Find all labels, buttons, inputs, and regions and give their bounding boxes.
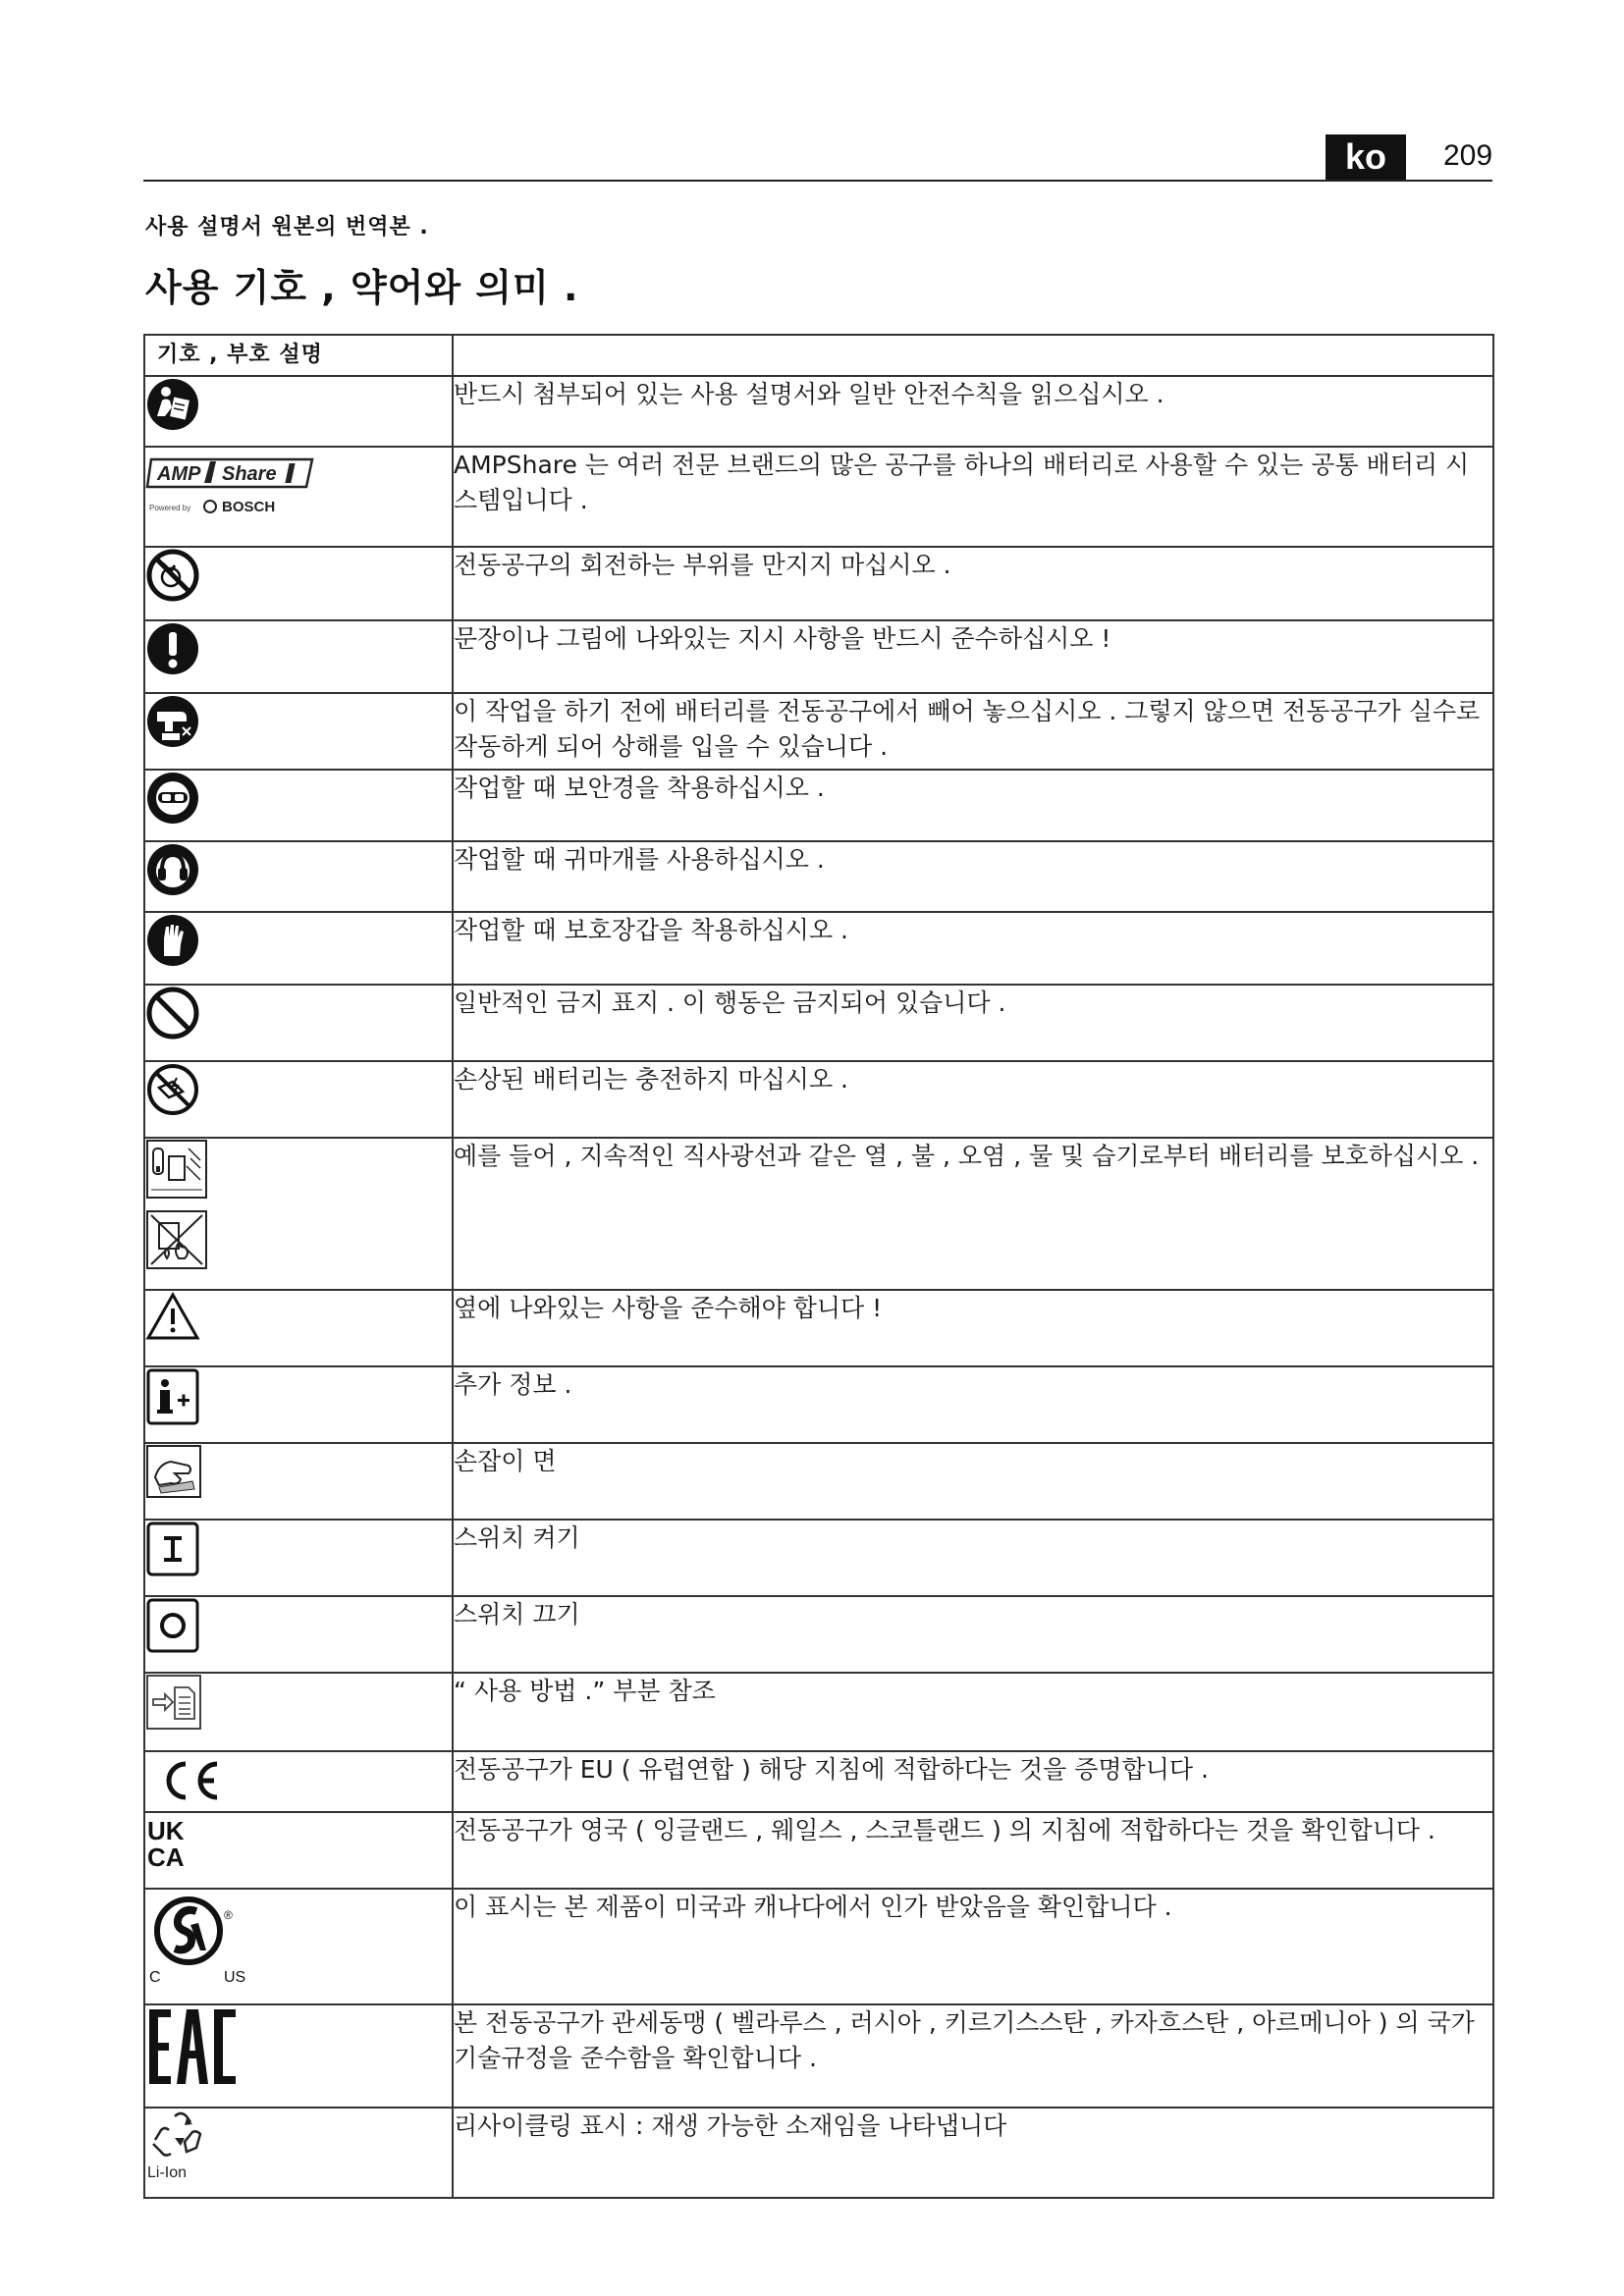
csa-right-label: US	[224, 1969, 246, 1986]
ampshare-logo	[145, 448, 322, 526]
description-cell: 전동공구가 EU ( 유럽연합 ) 해당 지침에 적합하다는 것을 증명합니다 .	[453, 1751, 1493, 1812]
symbol-cell	[144, 693, 453, 770]
description-cell: 예를 들어 , 지속적인 직사광선과 같은 열 , 불 , 오염 , 물 및 습기로부터 배터리를 보호하십시오 .	[453, 1138, 1493, 1290]
table-row	[144, 1443, 1493, 1520]
table-row	[144, 770, 1493, 841]
table-row	[144, 985, 1493, 1061]
description-cell: 전동공구가 영국 ( 잉글랜드 , 웨일스 , 스코틀랜드 ) 의 지침에 적합하다는 것을 확인합니다 .	[453, 1812, 1493, 1889]
ampshare-brand-text: BOSCH	[222, 499, 276, 515]
table-header-row	[144, 335, 1493, 376]
symbol-cell	[144, 447, 453, 547]
symbol-cell	[144, 1889, 453, 2004]
symbol-cell	[144, 1520, 453, 1596]
ukca-line2: CA	[147, 1842, 185, 1872]
ce-mark-icon	[155, 1758, 224, 1803]
refer-to-section-icon	[145, 1674, 202, 1731]
symbol-cell	[144, 1596, 453, 1673]
page-number: 209	[1443, 139, 1493, 172]
document-title: 사용 기호 , 약어와 의미 .	[145, 266, 579, 309]
recycling-li-ion-icon	[145, 2109, 214, 2183]
remove-battery-icon	[145, 694, 200, 749]
table-row	[144, 2004, 1493, 2108]
info-plus-icon	[145, 1367, 200, 1426]
symbol-cell	[144, 1812, 453, 1889]
description-cell: 작업할 때 보안경을 착용하십시오 .	[453, 770, 1493, 841]
csa-mark-icon	[145, 1890, 263, 1988]
table-row	[144, 1673, 1493, 1751]
header-rule	[143, 180, 1492, 182]
symbol-cell	[144, 1366, 453, 1443]
li-ion-label: Li-Ion	[147, 2164, 188, 2181]
table-row	[144, 1520, 1493, 1596]
description-cell: 작업할 때 귀마개를 사용하십시오 .	[453, 841, 1493, 912]
table-row	[144, 841, 1493, 912]
ukca-line1: UK	[147, 1816, 185, 1845]
safety-goggles-icon	[145, 771, 200, 826]
table-row	[144, 376, 1493, 447]
description-cell: 추가 정보 .	[453, 1366, 1493, 1443]
eac-mark-icon	[145, 2005, 240, 2088]
table-row	[144, 1812, 1493, 1889]
language-badge: ko	[1326, 134, 1406, 180]
description-cell: 이 표시는 본 제품이 미국과 캐나다에서 인가 받았음을 확인합니다 .	[453, 1889, 1493, 2004]
ampshare-powered-text: Powered by	[149, 504, 191, 512]
read-manual-icon	[145, 377, 200, 432]
symbol-cell	[144, 1673, 453, 1751]
table-row	[144, 1138, 1493, 1290]
description-cell: 문장이나 그림에 나와있는 지시 사항을 반드시 준수하십시오 !	[453, 620, 1493, 693]
ampshare-amp-text: AMP	[157, 463, 201, 485]
description-cell: 본 전동공구가 관세동맹 ( 벨라루스 , 러시아 , 키르기스스탄 , 카자흐스탄 , 아르메니아 ) 의 국가기술규정을 준수함을 확인합니다 .	[453, 2004, 1493, 2108]
table-row	[144, 1751, 1493, 1812]
table-row	[144, 547, 1493, 620]
no-touch-rotating-icon	[145, 548, 200, 603]
csa-registered: ®	[224, 1908, 233, 1922]
description-cell: 전동공구의 회전하는 부위를 만지지 마십시오 .	[453, 547, 1493, 620]
symbol-cell	[144, 1443, 453, 1520]
description-cell: “ 사용 방법 .” 부분 참조	[453, 1673, 1493, 1751]
ampshare-share-text: Share	[222, 463, 277, 485]
table-row	[144, 447, 1493, 547]
symbol-cell	[144, 547, 453, 620]
battery-heat-sun-icon	[145, 1139, 208, 1200]
symbol-cell	[144, 912, 453, 985]
symbol-cell	[144, 841, 453, 912]
description-cell: 스위치 끄기	[453, 1596, 1493, 1673]
table-row	[144, 1290, 1493, 1366]
table-row	[144, 1061, 1493, 1138]
description-cell: 일반적인 금지 표지 . 이 행동은 금지되어 있습니다 .	[453, 985, 1493, 1061]
mandatory-exclamation-icon	[145, 621, 200, 676]
description-cell: 옆에 나와있는 사항을 준수해야 합니다 !	[453, 1290, 1493, 1366]
switch-off-icon	[145, 1597, 200, 1654]
symbol-cell	[144, 1290, 453, 1366]
symbol-cell	[144, 1061, 453, 1138]
description-cell: 손잡이 면	[453, 1443, 1493, 1520]
description-cell: 손상된 배터리는 충전하지 마십시오 .	[453, 1061, 1493, 1138]
symbol-cell	[144, 1138, 453, 1290]
document-subtitle: 사용 설명서 원본의 번역본 .	[145, 215, 429, 240]
symbol-cell	[144, 620, 453, 693]
table-row	[144, 2108, 1493, 2198]
symbol-cell	[144, 1751, 453, 1812]
table-row	[144, 1889, 1493, 2004]
symbol-cell	[144, 2108, 453, 2198]
symbol-cell	[144, 376, 453, 447]
description-cell: 리사이클링 표시 : 재생 가능한 소재임을 나타냅니다	[453, 2108, 1493, 2198]
grip-surface-icon	[145, 1444, 202, 1499]
table-row	[144, 693, 1493, 770]
table-row	[144, 620, 1493, 693]
battery-no-fire-water-icon	[145, 1209, 208, 1270]
table-row	[144, 912, 1493, 985]
description-cell: 작업할 때 보호장갑을 착용하십시오 .	[453, 912, 1493, 985]
symbols-table	[143, 334, 1494, 2199]
symbol-cell	[144, 985, 453, 1061]
description-cell: 스위치 켜기	[453, 1520, 1493, 1596]
header-description-column	[453, 335, 1493, 376]
symbol-cell	[144, 770, 453, 841]
csa-left-label: C	[149, 1969, 161, 1986]
warning-triangle-icon	[145, 1291, 200, 1342]
no-charge-damaged-battery-icon	[145, 1062, 200, 1117]
ear-protection-icon	[145, 842, 200, 897]
table-row	[144, 1366, 1493, 1443]
ukca-mark-icon	[145, 1813, 204, 1872]
header-symbol-column: 기호 , 부호 설명	[144, 335, 453, 376]
protective-gloves-icon	[145, 913, 200, 968]
prohibition-icon	[145, 986, 200, 1041]
symbol-cell	[144, 2004, 453, 2108]
table-row	[144, 1596, 1493, 1673]
description-cell: 반드시 첨부되어 있는 사용 설명서와 일반 안전수칙을 읽으십시오 .	[453, 376, 1493, 447]
description-cell: 이 작업을 하기 전에 배터리를 전동공구에서 빼어 놓으십시오 . 그렇지 않으면 전동공구가 실수로 작동하게 되어 상해를 입을 수 있습니다 .	[453, 693, 1493, 770]
switch-on-icon	[145, 1521, 200, 1577]
description-cell: AMPShare 는 여러 전문 브랜드의 많은 공구를 하나의 배터리로 사용할 수 있는 공통 배터리 시스템입니다 .	[453, 447, 1493, 547]
